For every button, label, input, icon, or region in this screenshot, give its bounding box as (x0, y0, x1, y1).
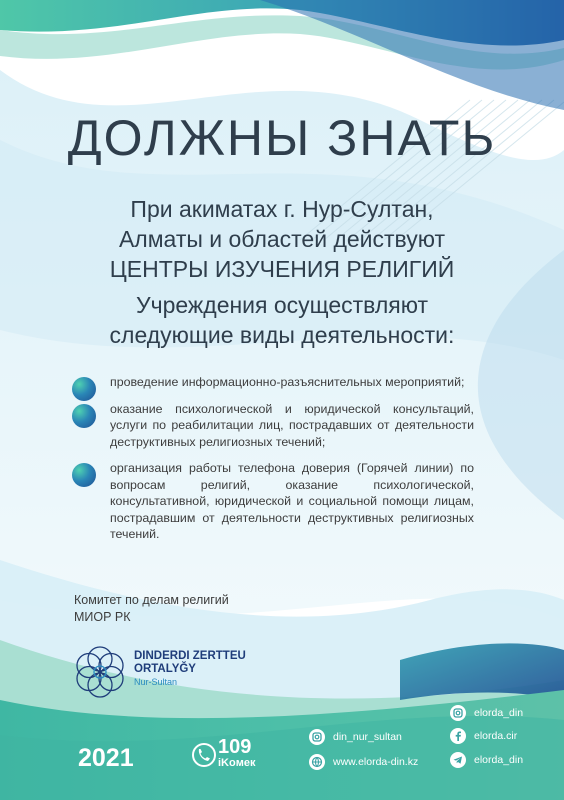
contact-text: din_nur_sultan (333, 731, 402, 743)
telegram-icon (450, 752, 466, 768)
logo-line: DINDERDI ZERTTEU (134, 650, 246, 662)
intro-line: При акиматах г. Нур-Султан, (130, 196, 434, 222)
intro-line: ЦЕНТРЫ ИЗУЧЕНИЯ РЕЛИГИЙ (109, 256, 455, 282)
contact-text: elorda.cir (474, 730, 518, 742)
logo-city: Nur-Sultan (134, 677, 178, 687)
list-item (72, 460, 474, 543)
hotline-badge (191, 738, 281, 774)
contact-text: www.elorda-din.kz (333, 756, 419, 768)
intro-line: Алматы и областей действуют (118, 226, 446, 252)
list-item-text: организация работы телефона доверия (Горячей линии) по вопросам религий, оказание психологической, консультативной, юридической и социальной помощи лицам, пострадавшим от деятельности деструктивных религиозных течений. (110, 461, 474, 541)
subtitle-line: Учреждения осуществляют (135, 292, 429, 318)
rosette-logo-icon (72, 644, 128, 700)
list-item-text: оказание психологической и юридической консультаций, услуги по реабилитации лиц, пострадавших от деятельности деструктивных религиозных течений; (110, 401, 474, 449)
subtitle-line: следующие виды деятельности: (109, 322, 455, 348)
contact-text: elorda_din (474, 707, 524, 719)
bullet-icon (72, 404, 96, 428)
logo-line: ORTALYĞY (134, 663, 196, 675)
activities-list (72, 374, 474, 553)
facebook-icon (450, 728, 466, 744)
list-item-text: проведение информационно-разъяснительных мероприятий; (110, 375, 465, 389)
globe-icon (309, 754, 325, 770)
list-item (72, 374, 474, 391)
hotline-label: iKoмек (218, 757, 256, 769)
year-label: 2021 (78, 744, 134, 772)
committee-line: МИОР РК (74, 610, 131, 624)
phone-icon (191, 742, 217, 768)
bullet-icon (72, 377, 96, 401)
page-title: ДОЛЖНЫ ЗНАТЬ (67, 110, 497, 166)
intro-text (0, 194, 564, 284)
organization-logo (72, 644, 312, 704)
list-item (72, 401, 474, 451)
hotline-number: 109 (218, 736, 252, 758)
contact-text: elorda_din (474, 754, 524, 766)
committee-signature (74, 592, 229, 626)
instagram-icon (309, 729, 325, 745)
subtitle (0, 290, 564, 350)
committee-line: Комитет по делам религий (74, 593, 229, 607)
bullet-icon (72, 463, 96, 487)
instagram-icon (450, 705, 466, 721)
logo-text (134, 650, 246, 688)
